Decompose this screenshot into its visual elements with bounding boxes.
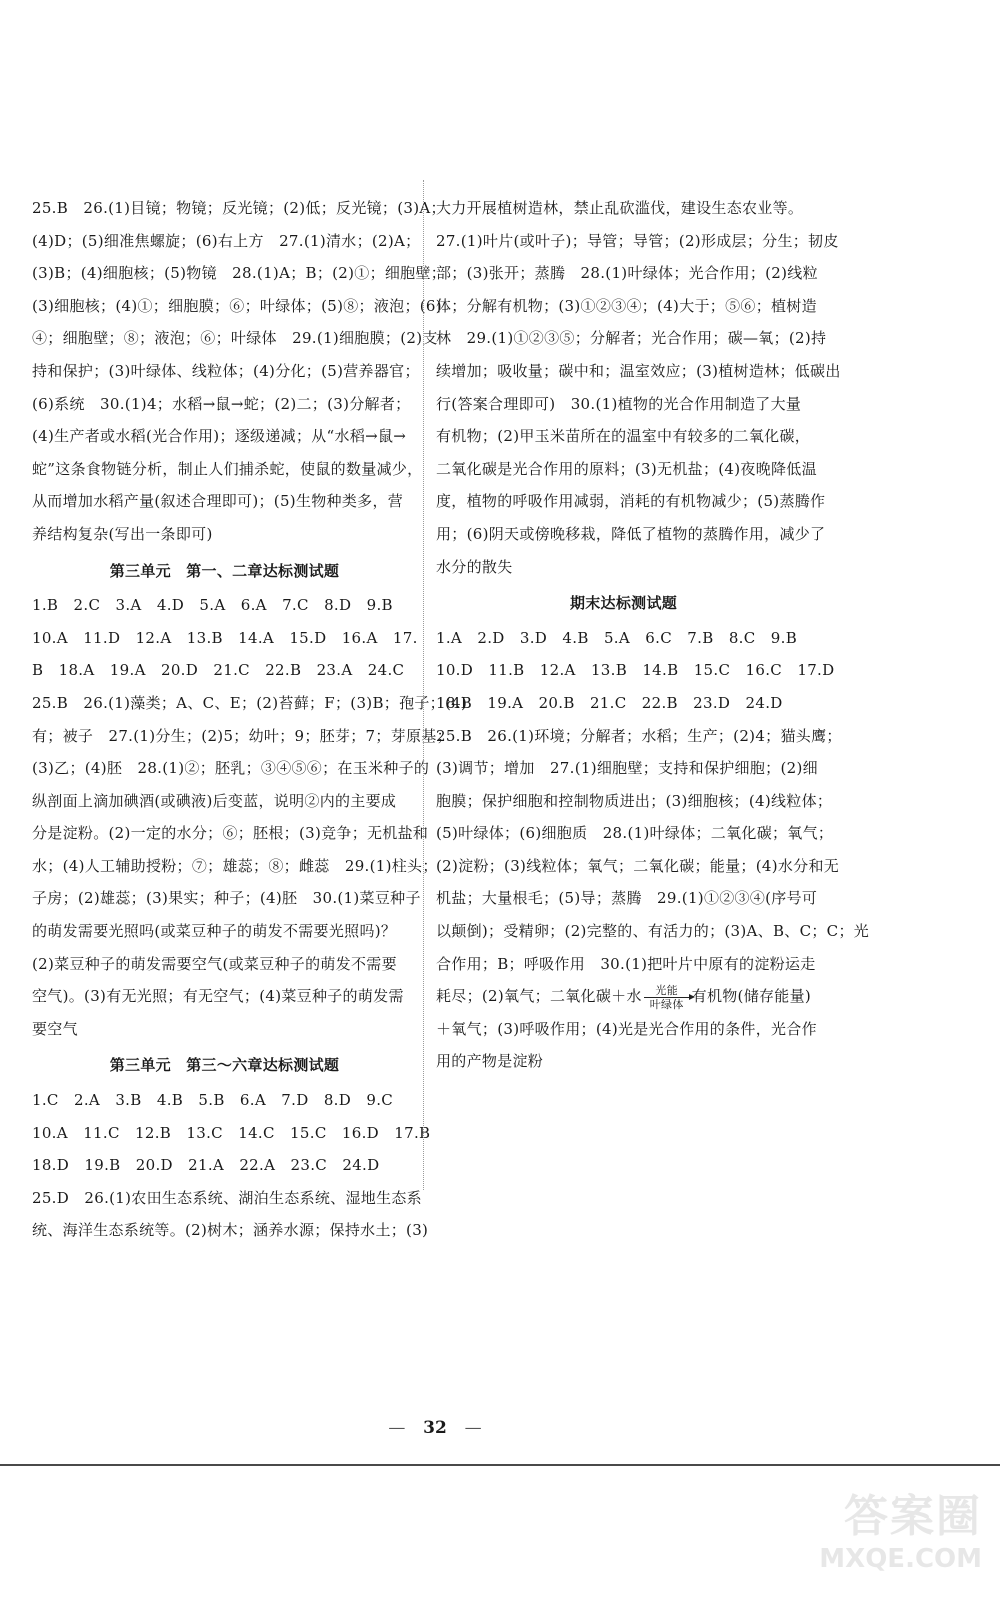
equation-suffix: 有机物(储存能量) [691,987,812,1006]
answer-line: (3)乙；(4)胚 28.(1)②；胚乳；③④⑤⑥；在玉米种子的 [32,759,430,778]
answer-line: 空气)。(3)有无光照；有无空气；(4)菜豆种子的萌发需 [32,987,404,1006]
answer-line: 部；(3)张开；蒸腾 28.(1)叶绿体；光合作用；(2)线粒 [436,264,818,283]
answer-line: (4)生产者或水稻(光合作用)；逐级递减；从“水稻→鼠→ [32,427,407,446]
answer-line: 纵剖面上滴加碘酒(或碘液)后变蓝，说明②内的主要成 [32,791,397,810]
answer-line: 10.A 11.D 12.A 13.B 14.A 15.D 16.A 17. [32,628,418,647]
section-heading-final-test: 期末达标测试题 [569,594,678,613]
answer-line: 以颠倒)；受精卵；(2)完整的、有活力的；(3)A、B、C；C；光 [436,922,870,941]
answer-block-unit3-ch3-6 [32,1084,431,1247]
watermark-text: 答案圈 [844,1491,982,1542]
answer-block-final-end [436,1013,817,1078]
answer-line: (2)淀粉；(3)线粒体；氧气；二氧化碳；能量；(4)水分和无 [436,856,840,875]
left-column [32,192,468,1247]
answer-line: 10.D 11.B 12.A 13.B 14.B 15.C 16.C 17.D [436,661,835,680]
answer-line: (3)细胞核；(4)①；细胞膜；⑥；叶绿体；(5)⑧；液泡；(6) [32,296,442,315]
arrow-condition-top: 光能 [655,983,678,997]
answer-line: 林 29.(1)①②③⑤；分解者；光合作用；碳—氧；(2)持 [436,329,827,348]
answer-line: 1.C 2.A 3.B 4.B 5.B 6.A 7.D 8.D 9.C [32,1091,394,1110]
page-number-value: 32 [423,1418,447,1438]
column-divider [423,180,424,1190]
answer-line: 25.B 26.(1)目镜；物镜；反光镜；(2)低；反光镜；(3)A； [32,199,446,217]
answer-line: 分是淀粉。(2)一定的水分；⑥；胚根；(3)竞争；无机盐和 [32,824,429,843]
page-number [0,1418,870,1438]
answer-line: 要空气 [32,1019,78,1038]
arrow-condition-bottom: 叶绿体 [649,997,684,1011]
answer-line: 水分的散失 [436,557,513,576]
answer-line: 子房；(2)雄蕊；(3)果实；种子；(4)胚 30.(1)菜豆种子 [32,889,421,908]
watermark-logo [812,1480,982,1590]
answer-line: 大力开展植树造林，禁止乱砍滥伐，建设生态农业等。 [436,199,804,217]
answer-line: (3)调节；增加 27.(1)细胞壁；支持和保护细胞；(2)细 [436,759,818,778]
answer-line: 体；分解有机物；(3)①②③④；(4)大于；⑤⑥；植树造 [436,296,817,315]
answer-line: 蛇”这条食物链分析，制止人们捕杀蛇，使鼠的数量减少， [32,459,423,478]
answer-block-unit3-ch1-2 [32,589,468,1045]
answer-line: 10.A 11.C 12.B 13.C 14.C 15.C 16.D 17.B [32,1123,431,1142]
answer-line: (3)B；(4)细胞核；(5)物镜 28.(1)A；B；(2)①；细胞壁； [32,264,447,283]
answer-line: (4)D；(5)细准焦螺旋；(6)右上方 27.(1)清水；(2)A； [32,231,421,250]
answer-line: 的萌发需要光照吗(或菜豆种子的萌发不需要光照吗)？ [32,922,397,941]
bottom-rule [0,1464,1000,1466]
answer-line: B 18.A 19.A 20.D 21.C 22.B 23.A 24.C [32,661,405,680]
watermark-url: MXQE.COM [819,1544,982,1574]
page-dash-left: — [388,1418,406,1438]
answer-line: 25.D 26.(1)农田生态系统、湖泊生态系统、湿地生态系 [32,1188,422,1207]
reaction-arrow [644,984,690,1011]
answer-line: 胞膜；保护细胞和控制物质进出；(3)细胞核；(4)线粒体； [436,791,833,810]
answer-line: (2)菜豆种子的萌发需要空气(或菜豆种子的萌发不需要 [32,954,397,973]
answer-line: 18.B 19.A 20.B 21.C 22.B 23.D 24.D [436,693,783,712]
answer-line: 用的产物是淀粉 [436,1052,544,1071]
equation-line [436,980,811,1013]
answer-line: 有；被子 27.(1)分生；(2)5；幼叶；9；胚芽；7；芽原基； [32,726,452,745]
answer-line: 统、海洋生态系统等。(2)树木；涵养水源；保持水土；(3) [32,1221,429,1240]
answer-line: ④；细胞壁；⑧；液泡；⑥；叶绿体 29.(1)细胞膜；(2)支 [32,329,438,348]
page-dash-right: — [464,1418,482,1438]
answer-line: 27.(1)叶片(或叶子)；导管；导管；(2)形成层；分生；韧皮 [436,231,839,250]
answer-line: 度，植物的呼吸作用减弱，消耗的有机物减少；(5)蒸腾作 [436,492,826,511]
answer-line: 行(答案合理即可) 30.(1)植物的光合作用制造了大量 [436,394,802,413]
answer-line: 用；(6)阴天或傍晚移栽，降低了植物的蒸腾作用，减少了 [436,524,826,543]
answer-line: 18.D 19.B 20.D 21.A 22.A 23.C 24.D [32,1156,380,1175]
answer-line: 25.B 26.(1)藻类；A、C、E；(2)苔藓；F；(3)B；孢子；(4) [32,693,468,712]
answer-line: 从而增加水稻产量(叙述合理即可)；(5)生物种类多，营 [32,492,404,511]
answer-line: 25.B 26.(1)环境；分解者；水稻；生产；(2)4；猫头鹰； [436,726,842,745]
answer-line: ＋氧气；(3)呼吸作用；(4)光是光合作用的条件，光合作 [436,1019,817,1038]
answer-line: 有机物；(2)甲玉米苗所在的温室中有较多的二氧化碳， [436,427,811,446]
answer-block-continued [436,192,841,583]
answer-block-unit2 [32,192,447,551]
right-column [436,192,870,1078]
answer-line: 1.A 2.D 3.D 4.B 5.A 6.C 7.B 8.C 9.B [436,628,798,647]
answer-line: 合作用；B；呼吸作用 30.(1)把叶片中原有的淀粉运走 [436,954,816,973]
answer-line: 二氧化碳是光合作用的原料；(3)无机盐；(4)夜晚降低温 [436,459,817,478]
answer-line: (6)系统 30.(1)4；水稻→鼠→蛇；(2)二；(3)分解者； [32,394,411,413]
answer-line: (5)叶绿体；(6)细胞质 28.(1)叶绿体；二氧化碳；氧气； [436,824,834,843]
answer-line: 持和保护；(3)叶绿体、线粒体；(4)分化；(5)营养器官； [32,361,420,380]
answer-line: 1.B 2.C 3.A 4.D 5.A 6.A 7.C 8.D 9.B [32,596,393,615]
answer-line: 机盐；大量根毛；(5)导；蒸腾 29.(1)①②③④(序号可 [436,889,818,908]
equation-prefix: 耗尽；(2)氧气；二氧化碳＋水 [436,987,642,1006]
answer-line: 续增加；吸收量；碳中和；温室效应；(3)植树造林；低碳出 [436,361,841,380]
answer-line: 养结构复杂(写出一条即可) [32,524,213,543]
answer-line: 水；(4)人工辅助授粉；⑦；雄蕊；⑧；雌蕊 29.(1)柱头； [32,856,438,875]
answer-block-final-test [436,622,870,981]
arrow-icon [644,997,690,998]
section-heading-unit3-ch1-2: 第三单元 第一、二章达标测试题 [109,561,340,580]
section-heading-unit3-ch3-6: 第三单元 第三～六章达标测试题 [109,1056,340,1075]
